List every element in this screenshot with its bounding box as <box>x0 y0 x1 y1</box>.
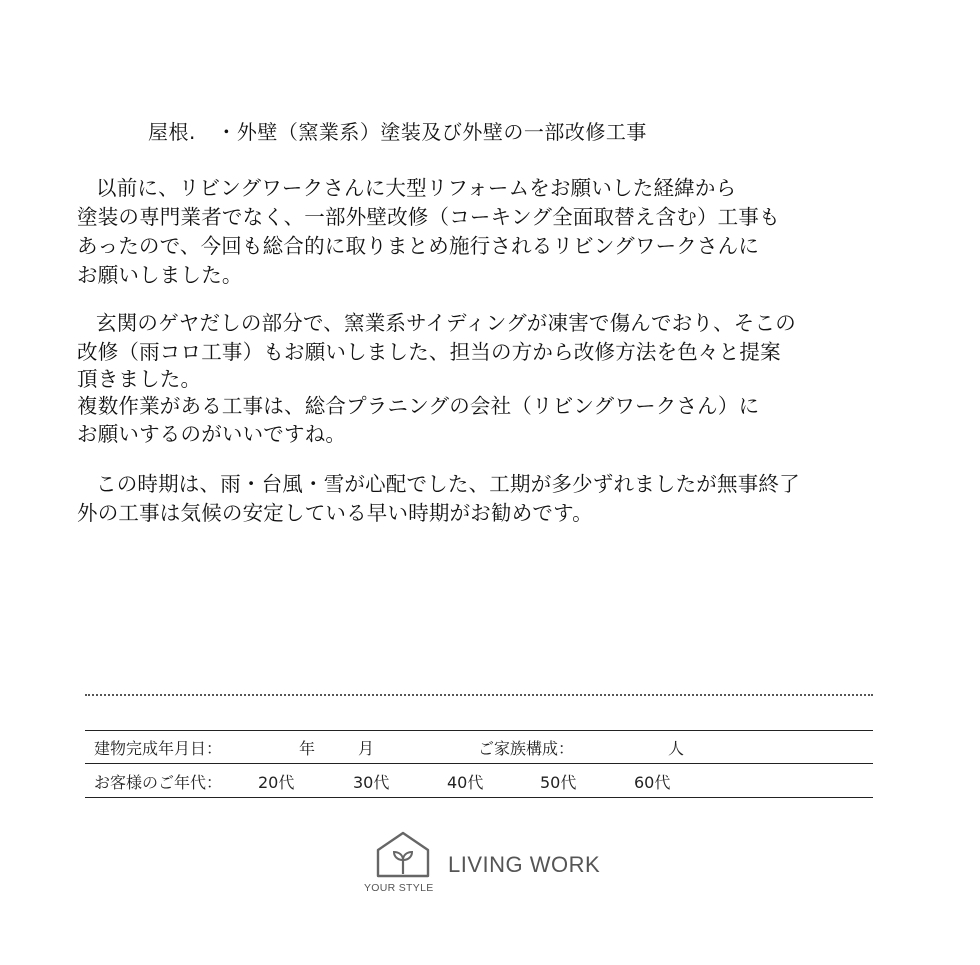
testimonial-line-11: 外の工事は気候の安定している早い時期がお勧めです。 <box>77 501 593 525</box>
testimonial-line-6: 改修（雨コロ工事）もお願いしました、担当の方から改修方法を色々と提案 <box>77 340 781 364</box>
testimonial-line-4: お願いしました。 <box>77 263 243 287</box>
form-rule-bottom <box>85 797 873 798</box>
dotted-separator <box>85 694 873 696</box>
age-option-60s: 60代 <box>634 773 671 792</box>
work-title: 屋根. ・外壁（窯業系）塗装及び外壁の一部改修工事 <box>148 120 647 144</box>
form-rule-top <box>85 730 873 731</box>
house-sprout-logo-icon <box>374 830 432 880</box>
testimonial-line-5: 玄関のゲヤだしの部分で、窯業系サイディングが凍害で傷んでおり、そこの <box>96 311 796 335</box>
age-option-50s: 50代 <box>540 773 577 792</box>
logo-tagline: YOUR STYLE <box>364 882 434 894</box>
testimonial-line-1: 以前に、リビングワークさんに大型リフォームをお願いした経緯から <box>96 176 737 200</box>
age-option-20s: 20代 <box>258 773 295 792</box>
company-logo-name: LIVING WORK <box>448 852 601 877</box>
person-count-label: 人 <box>668 739 685 758</box>
form-rule-middle <box>85 763 873 764</box>
month-label: 月 <box>358 739 375 758</box>
testimonial-line-7: 頂きました。 <box>77 367 202 391</box>
testimonial-line-9: お願いするのがいいですね。 <box>77 422 347 446</box>
testimonial-line-10: この時期は、雨・台風・雪が心配でした、工期が多少ずれましたが無事終了 <box>96 472 800 496</box>
age-option-40s: 40代 <box>447 773 484 792</box>
age-option-30s: 30代 <box>353 773 390 792</box>
completion-date-label: 建物完成年月日： <box>94 739 223 758</box>
testimonial-line-2: 塗装の専門業者でなく、一部外壁改修（コーキング全面取替え含む）工事も <box>77 205 780 229</box>
age-group-label: お客様のご年代： <box>94 773 223 792</box>
family-composition-label: ご家族構成： <box>478 739 575 758</box>
testimonial-line-3: あったので、今回も総合的に取りまとめ施行されるリビングワークさんに <box>77 234 760 258</box>
year-label: 年 <box>299 739 316 758</box>
testimonial-line-8: 複数作業がある工事は、総合プラニングの会社（リビングワークさん）に <box>77 394 760 418</box>
